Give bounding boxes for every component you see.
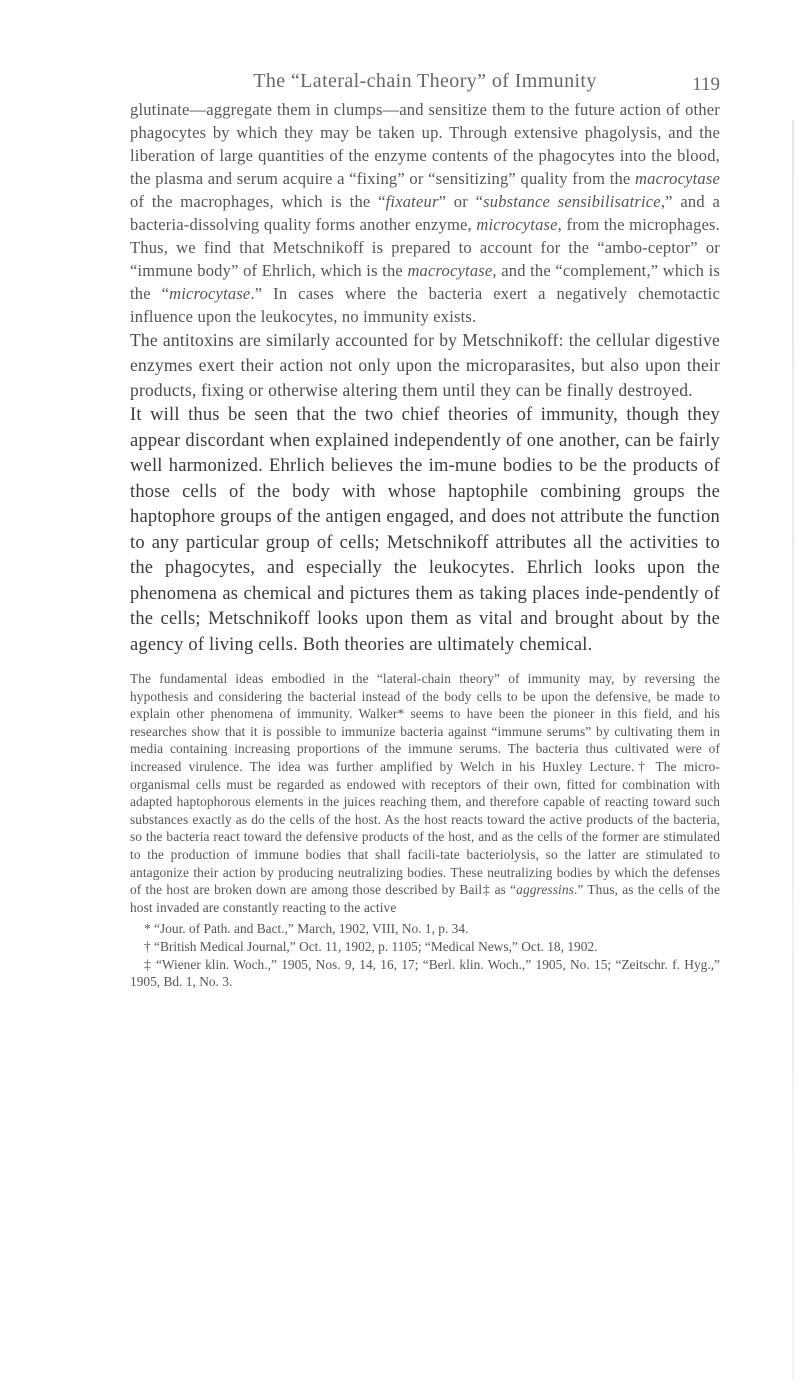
paragraph-3: It will thus be seen that the two chief theories of immunity, though they appear discordant when explained independently of one another, can be fairly well harmonized. Ehrlich believes the im-mune bodies to be the products of those cells of the body with whose haptophile combining groups the haptophore groups of the antigen engaged, and does not attribute the function to any particular group of cells; Metschnikoff attributes all the activities to the phagocytes, and especially the leukocytes. Ehrlich looks upon the phenomena as chemical and pictures them as taking places inde-pendently of the cells; Metschnikoff looks upon them as vital and brought about by the agency of living cells. Both theories are ultimately chemical. [130, 405, 720, 655]
italic-term: microcytase [476, 215, 558, 234]
running-head [130, 64, 720, 94]
book-page [130, 64, 720, 991]
footnote-2: † “British Medical Journal,” Oct. 11, 1902, p. 1105; “Medical News,” Oct. 18, 1902. [144, 938, 598, 954]
paragraph-2: The antitoxins are similarly accounted for by Metschnikoff: the cellular digestive enzymes exert their action not only upon the microparasites, but also upon their products, fixing or otherwise altering them until they can be finally destroyed. [130, 330, 720, 400]
page-edge-shadow [792, 120, 794, 1380]
footnotes [130, 920, 720, 990]
paragraph-1: glutinate—aggregate them in clumps—and sensitize them to the future action of other phagocytes by which they may be taken up. Through extensive phagolysis, and the liberation of large quantities of the enzyme contents of the phagocytes into the blood, the plasma and serum acquire a “fixing” or “sensitizing” quality from the macrocytase of the macrophages, which is the “fixateur” or “substance sensibilisatrice,” and a bacteria-dissolving quality forms another enzyme, microcytase, from the microphages. Thus, we find that Metschnikoff is prepared to account for the “ambo-ceptor” or “immune body” of Ehrlich, which is the macrocytase, and the “complement,” which is the “microcytase.” In cases where the bacteria exert a negatively chemotactic influence upon the leukocytes, no immunity exists. [130, 100, 721, 326]
italic-term: macrocytase [407, 261, 493, 280]
italic-term: substance sensibilisatrice [483, 192, 661, 211]
italic-term: microcytase [169, 284, 251, 303]
small-print-section [130, 670, 720, 916]
footnote-3: ‡ “Wiener klin. Woch.,” 1905, Nos. 9, 14, 16, 17; “Berl. klin. Woch.,” 1905, No. 15; “Zeitschr. f. Hyg.,” 1905, Bd. 1, No. 3. [130, 956, 720, 990]
italic-term: aggressins [516, 882, 574, 898]
italic-term: macrocytase [635, 169, 720, 188]
page-number: 119 [692, 74, 720, 95]
small-print-paragraph: The fundamental ideas embodied in the “lateral-chain theory” of immunity may, by reversing the hypothesis and considering the bacterial instead of the body cells to be upon the defensive, be made to explain other phenomena of immunity. Walker* seems to have been the pioneer in this field, and his researches show that it is possible to immunize bacteria against “immune serums” by cultivating them in media containing increasing proportions of the immune serums. The bacteria thus cultivated were of increased virulence. The idea was further amplified by Welch in his Huxley Lecture.† The micro-organismal cells must be regarded as endowed with receptors of their own, fitted for combination with adapted haptophorous elements in the juices reaching them, and therefore capable of reacting toward such substances exactly as do the cells of the host. As the host reacts toward the active products of the bacteria, so the bacteria react toward the defensive products of the host, and as the cells of the former are stimulated to the production of immune bodies that shall facili-tate bacteriolysis, so the latter are stimulated to antagonize their action by producing neutralizing bodies. These neutralizing bodies by which the defenses of the host are broken down are among those described by Bail‡ as “aggressins.” Thus, as the cells of the host invaded are constantly reacting to the active [130, 671, 720, 915]
italic-term: fixateur [385, 192, 439, 211]
main-text [130, 98, 720, 658]
running-title: The “Lateral-chain Theory” of Immunity [253, 70, 597, 92]
footnote-1: * “Jour. of Path. and Bact.,” March, 1902, VIII, No. 1, p. 34. [144, 921, 469, 937]
